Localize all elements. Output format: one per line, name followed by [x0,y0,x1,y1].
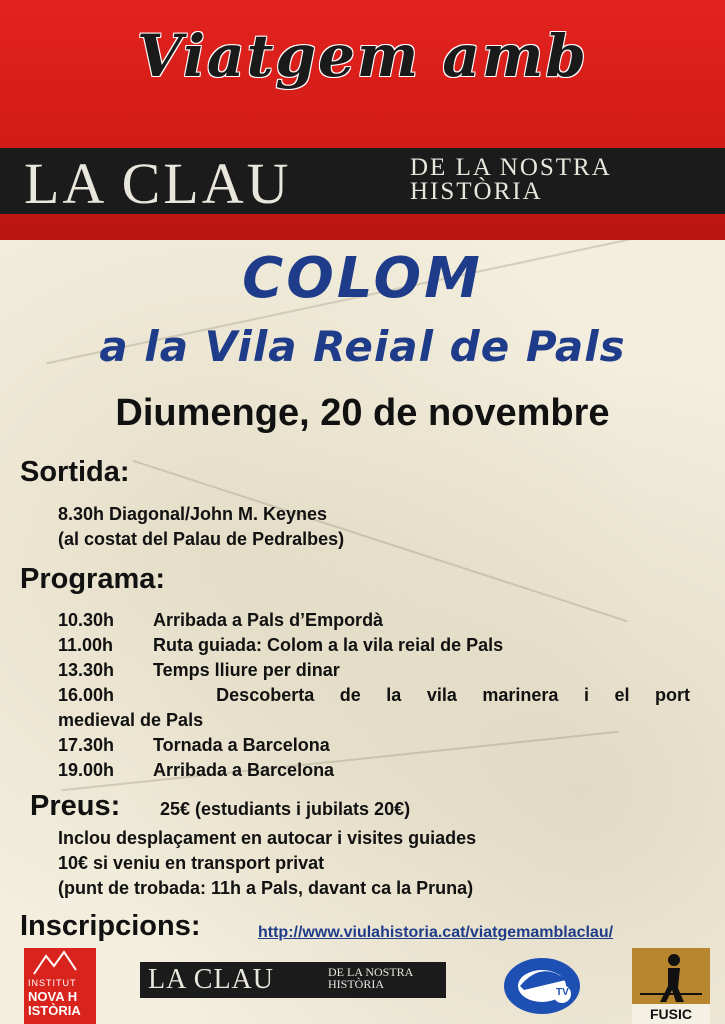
header-title: Viatgem amb [137,22,588,90]
la-clau-logo [140,962,446,998]
programa-time: 13.30h [58,660,115,680]
programa-time: 11.00h [58,635,114,655]
programa-text: medieval de Pals [58,710,204,730]
banner-subtitle-line1: DE LA NOSTRA [410,154,612,181]
etv-logo-icon [500,950,584,1020]
banner-subtitle-line2: HISTÒRIA [410,178,543,205]
la-clau-banner [0,148,725,214]
fusic-label: FUSIC [650,1006,692,1022]
programa-text: Arribada a Barcelona [153,760,335,780]
nova-historia-name [28,990,81,1018]
nova-historia-emblem-icon [24,948,96,978]
programa-item [58,610,383,631]
sortida-line1: 8.30h Diagonal/John M. Keynes [58,504,328,524]
header-banner [0,0,725,240]
banner-la-clau: LA CLAU [24,151,292,216]
fusic-logo [632,948,710,1024]
programa-text: Tornada a Barcelona [153,735,330,755]
nova-historia-name-line2: ISTÒRIA [28,1003,81,1018]
inscripcions-heading: Inscripcions: [20,910,201,942]
etv-logo [500,950,584,1020]
nova-historia-logo [24,948,96,1024]
nova-historia-name-line1: NOVA H [28,989,78,1004]
programa-item [58,760,334,781]
sortida-line2: (al costat del Palau de Pedralbes) [58,529,345,549]
la-clau-logo-big: LA CLAU [148,964,274,995]
la-clau-logo-small-line2: HISTÒRIA [328,977,384,991]
programa-time: 17.30h [58,735,115,755]
banner-subtitle [410,156,710,204]
la-clau-logo-small [328,966,413,990]
programa-time: 10.30h [58,610,115,630]
preus-line2: 10€ si veniu en transport privat [58,853,325,873]
nova-historia-small: INSTITUT [28,978,77,988]
la-clau-logo-small-line1: DE LA NOSTRA [328,965,414,979]
preus-price: 25€ (estudiants i jubilats 20€) [160,799,411,819]
programa-item [58,635,503,656]
programa-item [58,685,690,706]
sortida-heading: Sortida: [20,456,130,488]
inscripcions-link[interactable]: http://www.viulahistoria.cat/viatgemamblaclau/ [258,924,614,941]
programa-heading: Programa: [20,563,166,595]
fusic-figure-icon [632,948,710,1004]
preus-line1: Inclou desplaçament en autocar i visites guiades [58,828,477,848]
event-subtitle: a la Vila Reial de Pals [99,322,626,371]
event-date: Diumenge, 20 de novembre [115,392,610,434]
programa-text: Descoberta de la vila marinera i el port [216,685,690,705]
programa-item [58,660,340,681]
preus-heading: Preus: [30,790,121,822]
etv-label: TV [556,987,569,998]
programa-item [58,735,330,756]
programa-text: Ruta guiada: Colom a la vila reial de Pals [153,635,504,655]
programa-time: 16.00h [58,685,115,705]
preus-line3: (punt de trobada: 11h a Pals, davant ca la Pruna) [58,878,474,898]
event-title: COLOM [242,246,483,311]
programa-text: Temps lliure per dinar [153,660,340,680]
programa-item [58,710,203,731]
programa-text: Arribada a Pals d’Empordà [153,610,384,630]
programa-time: 19.00h [58,760,115,780]
